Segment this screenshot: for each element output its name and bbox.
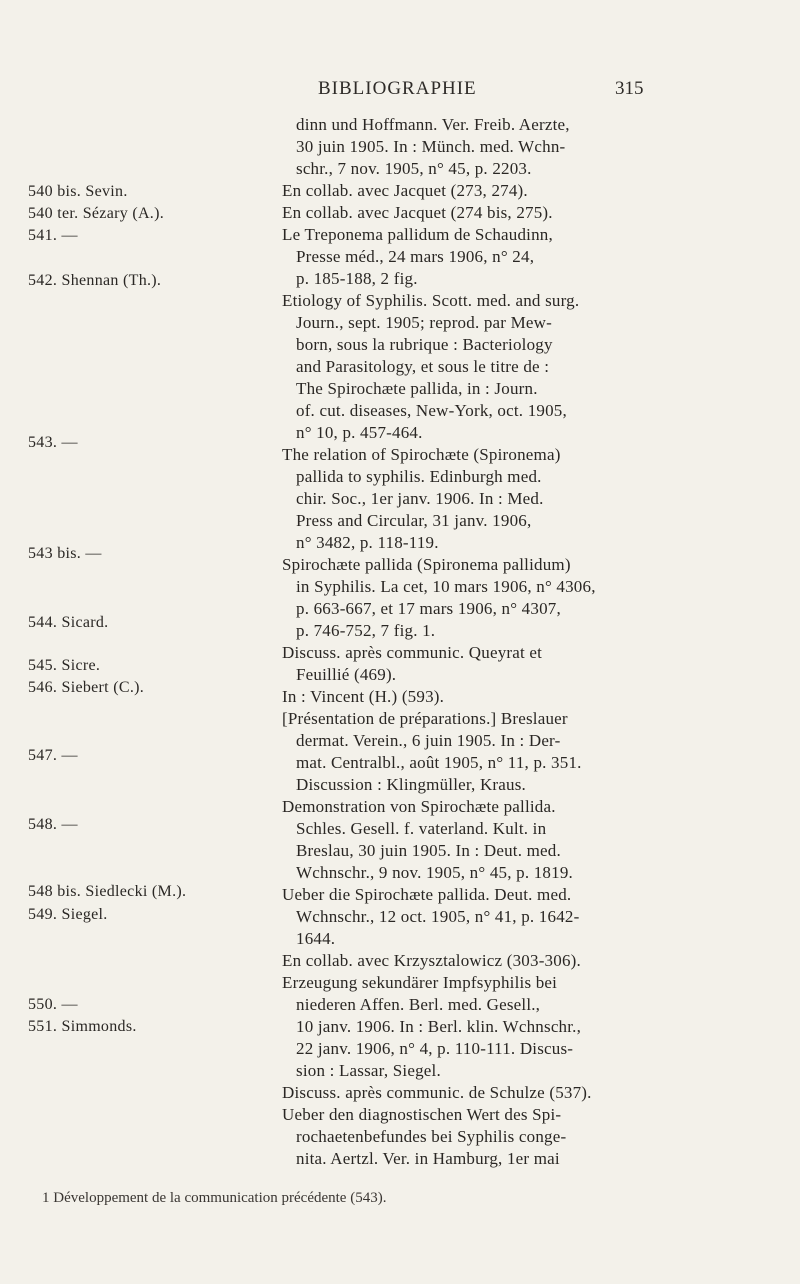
entry-number: 549. Siegel. <box>28 906 108 923</box>
text-line: nita. Aertzl. Ver. in Hamburg, 1er mai <box>296 1149 560 1168</box>
text-line: Etiology of Syphilis. Scott. med. and surg. <box>282 291 580 310</box>
page-number: 315 <box>615 78 644 99</box>
entry-number: 541. — <box>28 227 78 244</box>
text-line: The Spirochæte pallida, in : Journ. <box>296 379 538 398</box>
entry-number: 548. — <box>28 816 78 833</box>
text-line: p. 663-667, et 17 mars 1906, n° 4307, <box>296 599 561 618</box>
text-line: 1644. <box>296 929 336 948</box>
text-line: 30 juin 1905. In : Münch. med. Wchn- <box>296 137 566 156</box>
text-line: and Parasitology, et sous le titre de : <box>296 357 550 376</box>
text-line: Erzeugung sekundärer Impfsyphilis bei <box>282 973 558 992</box>
text-line: of. cut. diseases, New-York, oct. 1905, <box>296 401 567 420</box>
text-line: rochaetenbefundes bei Syphilis conge- <box>296 1127 567 1146</box>
text-line: Discuss. après communic. Queyrat et <box>282 643 543 662</box>
entry-number: 540 ter. Sézary (A.). <box>28 205 165 222</box>
text-line: En collab. avec Krzysztalowicz (303-306). <box>282 951 581 970</box>
text-line: En collab. avec Jacquet (274 bis, 275). <box>282 203 553 222</box>
text-line: Presse méd., 24 mars 1906, n° 24, <box>296 247 535 266</box>
text-line: Schles. Gesell. f. vaterland. Kult. in <box>296 819 547 838</box>
text-line: Demonstration von Spirochæte pallida. <box>282 797 556 816</box>
text-line: mat. Centralbl., août 1905, n° 11, p. 351. <box>296 753 582 772</box>
text-line: niederen Affen. Berl. med. Gesell., <box>296 995 541 1014</box>
text-line: schr., 7 nov. 1905, n° 45, p. 2203. <box>296 159 532 178</box>
text-line: Le Treponema pallidum de Schaudinn, <box>282 225 553 244</box>
entry-number: 542. Shennan (Th.). <box>28 272 162 289</box>
text-line: p. 746-752, 7 fig. 1. <box>296 621 436 640</box>
text-line: Discussion : Klingmüller, Kraus. <box>296 775 527 794</box>
text-line: born, sous la rubrique : Bacteriology <box>296 335 553 354</box>
text-line: 22 janv. 1906, n° 4, p. 110-111. Discus- <box>296 1039 574 1058</box>
entry-number: 543. — <box>28 434 78 451</box>
text-line: Breslau, 30 juin 1905. In : Deut. med. <box>296 841 561 860</box>
text-line: Wchnschr., 9 nov. 1905, n° 45, p. 1819. <box>296 863 573 882</box>
entry-number: 551. Simmonds. <box>28 1018 137 1035</box>
running-title: BIBLIOGRAPHIE <box>318 78 477 99</box>
entry-number: 540 bis. Sevin. <box>28 183 128 200</box>
text-line: chir. Soc., 1er janv. 1906. In : Med. <box>296 489 544 508</box>
text-line: Ueber den diagnostischen Wert des Spi- <box>282 1105 562 1124</box>
text-line: dermat. Verein., 6 juin 1905. In : Der- <box>296 731 561 750</box>
text-line: n° 3482, p. 118-119. <box>296 533 439 552</box>
entry-text-column <box>282 0 782 1168</box>
text-line: Wchnschr., 12 oct. 1905, n° 41, p. 1642- <box>296 907 580 926</box>
text-line: in Syphilis. La cet, 10 mars 1906, n° 4306, <box>296 577 596 596</box>
entry-number-column <box>28 0 278 1100</box>
footnote: 1 Développement de la communication précédente (543). <box>42 1190 387 1206</box>
text-line: pallida to syphilis. Edinburgh med. <box>296 467 542 486</box>
text-line: Feuillié (469). <box>296 665 397 684</box>
text-line: [Présentation de préparations.] Breslauer <box>282 709 568 728</box>
text-line: Journ., sept. 1905; reprod. par Mew- <box>296 313 553 332</box>
entry-number: 546. Siebert (C.). <box>28 679 145 696</box>
text-line: sion : Lassar, Siegel. <box>296 1061 441 1080</box>
text-line: In : Vincent (H.) (593). <box>282 687 445 706</box>
entry-number: 544. Sicard. <box>28 614 109 631</box>
text-line: Press and Circular, 31 janv. 1906, <box>296 511 532 530</box>
text-line: En collab. avec Jacquet (273, 274). <box>282 181 528 200</box>
entry-number: 550. — <box>28 996 78 1013</box>
text-line: p. 185-188, 2 fig. <box>296 269 418 288</box>
text-line: 10 janv. 1906. In : Berl. klin. Wchnschr., <box>296 1017 582 1036</box>
text-line: Ueber die Spirochæte pallida. Deut. med. <box>282 885 572 904</box>
text-line: The relation of Spirochæte (Spironema) <box>282 445 561 464</box>
entry-number: 545. Sicre. <box>28 657 101 674</box>
entry-number: 548 bis. Siedlecki (M.). <box>28 883 187 900</box>
text-line: Spirochæte pallida (Spironema pallidum) <box>282 555 571 574</box>
entry-number: 543 bis. — <box>28 545 102 562</box>
text-line: dinn und Hoffmann. Ver. Freib. Aerzte, <box>296 115 570 134</box>
text-line: Discuss. après communic. de Schulze (537). <box>282 1083 592 1102</box>
text-line: n° 10, p. 457-464. <box>296 423 423 442</box>
entry-number: 547. — <box>28 747 78 764</box>
